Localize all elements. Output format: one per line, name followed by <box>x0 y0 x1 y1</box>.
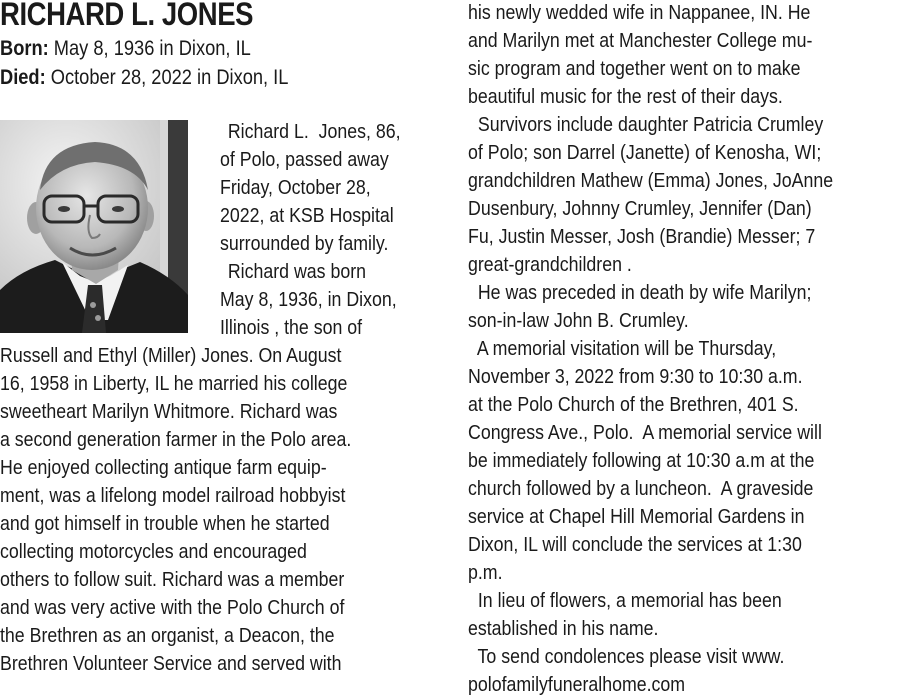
text-line: A memorial visitation will be Thursday, <box>468 337 777 360</box>
text-line: To send condolences please visit www. <box>468 645 785 668</box>
text-line: Fu, Justin Messer, Josh (Brandie) Messer; 7 <box>468 225 816 248</box>
text-line: sic program and together went on to make <box>468 57 801 80</box>
text-line: of Polo; son Darrel (Janette) of Kenosha, WI; <box>468 141 822 164</box>
text-line: others to follow suit. Richard was a member <box>0 568 345 591</box>
text-line: ment, was a lifelong model railroad hobbyist <box>0 484 346 507</box>
text-line: Russell and Ethyl (Miller) Jones. On August <box>0 344 342 367</box>
died-label: Died: <box>0 66 46 89</box>
text-line: Dixon, IL will conclude the services at 1:30 <box>468 533 802 556</box>
text-line: beautiful music for the rest of their days. <box>468 85 783 108</box>
text-line: great-grandchildren . <box>468 253 632 276</box>
died-line <box>0 66 288 90</box>
portrait-image <box>0 120 188 333</box>
text-line: 16, 1958 in Liberty, IL he married his college <box>0 372 348 395</box>
text-line: sweetheart Marilyn Whitmore. Richard was <box>0 400 338 423</box>
text-line: Survivors include daughter Patricia Crumley <box>468 113 824 136</box>
born-label: Born: <box>0 37 49 60</box>
text-line: be immediately following at 10:30 a.m at the <box>468 449 815 472</box>
portrait-photo <box>0 120 188 333</box>
text-line: p.m. <box>468 561 503 584</box>
text-line: Brethren Volunteer Service and served with <box>0 652 342 675</box>
text-line: the Brethren as an organist, a Deacon, the <box>0 624 335 647</box>
text-line: and Marilyn met at Manchester College mu- <box>468 29 813 52</box>
text-line: He was preceded in death by wife Marilyn; <box>468 281 812 304</box>
text-line: polofamilyfuneralhome.com <box>468 673 686 696</box>
text-line: and was very active with the Polo Church of <box>0 596 345 619</box>
text-line: Friday, October 28, <box>220 176 371 199</box>
text-line: He enjoyed collecting antique farm equip- <box>0 456 327 479</box>
text-line: church followed by a luncheon. A graveside <box>468 477 814 500</box>
text-line: May 8, 1936, in Dixon, <box>220 288 397 311</box>
text-line: In lieu of flowers, a memorial has been <box>468 589 782 612</box>
text-line: Illinois , the son of <box>220 316 363 339</box>
died-value: October 28, 2022 in Dixon, IL <box>50 66 289 89</box>
text-line: Congress Ave., Polo. A memorial service will <box>468 421 822 444</box>
text-line: a second generation farmer in the Polo area. <box>0 428 352 451</box>
text-line: at the Polo Church of the Brethren, 401 S. <box>468 393 799 416</box>
text-line: his newly wedded wife in Nappanee, IN. He <box>468 1 811 24</box>
text-line: service at Chapel Hill Memorial Gardens in <box>468 505 805 528</box>
born-line <box>0 37 251 61</box>
text-line: Dusenbury, Johnny Crumley, Jennifer (Dan) <box>468 197 812 220</box>
born-value: May 8, 1936 in Dixon, IL <box>53 37 251 60</box>
obituary-name: RICHARD L. JONES <box>0 0 254 32</box>
text-line: grandchildren Mathew (Emma) Jones, JoAnne <box>468 169 834 192</box>
text-line: collecting motorcycles and encouraged <box>0 540 307 563</box>
text-line: 2022, at KSB Hospital <box>220 204 394 227</box>
text-line: established in his name. <box>468 617 659 640</box>
text-line: Richard was born <box>218 260 367 283</box>
text-line: surrounded by family. <box>220 232 389 255</box>
text-line: November 3, 2022 from 9:30 to 10:30 a.m. <box>468 365 803 388</box>
text-line: and got himself in trouble when he started <box>0 512 330 535</box>
text-line: son-in-law John B. Crumley. <box>468 309 689 332</box>
text-line: Richard L. Jones, 86, <box>218 120 401 143</box>
text-line: of Polo, passed away <box>220 148 389 171</box>
